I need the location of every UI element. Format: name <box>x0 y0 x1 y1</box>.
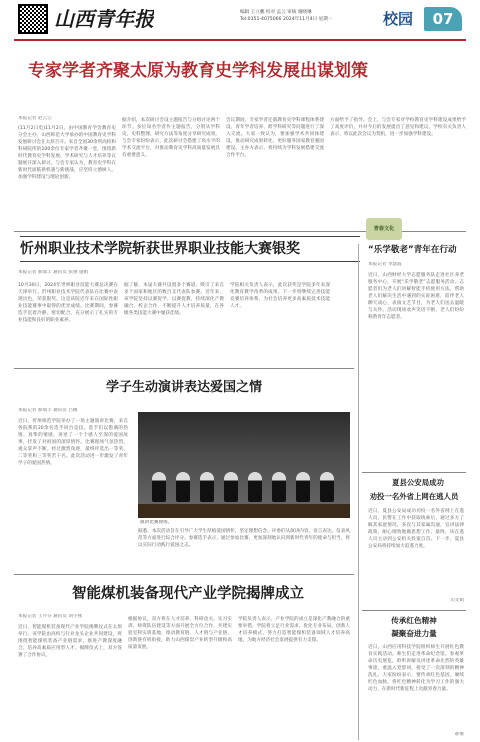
side-column-rule <box>358 244 359 740</box>
side3-headline-line1: 传承红色精神 <box>391 616 437 625</box>
article1-col3: 会议期间，专家学者还就教育史学科课程体系建设、青年学者培养、跨学科研究等问题进行了深入交流。大家一致认为，要加强学术共同体建设，推动研究成果转化，更好服务国家教育强国建设。主办方表示，将持续为学科发展搭建交流合作平台。 <box>226 118 324 158</box>
speech-contest-photo <box>138 412 350 518</box>
page-number: 07 <box>424 7 462 31</box>
article3-col2: 据悉，本次活动旨在引导广大学生厚植爱国情怀，坚定理想信念。评委们从演讲内容、语言表达、仪表风范等方面进行综合评分。参赛选手表示，通过参加比赛，更加深刻地认识到新时代青年的使命与担当，将以实际行动践行爱国之志。 <box>138 529 350 548</box>
article2-headline: 忻州职业技术学院斩获世界职业技能大赛银奖 <box>20 236 360 262</box>
speaker-figure <box>296 472 310 502</box>
side2-body: 近日，夏县公安局成功劝投一名外省网上在逃人员。民警在工作中获取线索后，通过多方了解其家庭情况，多次与其家属沟通，宣讲法律政策，耐心细致地做思想工作。最终，该在逃人员主动到公安机关投案自首。下一步，夏县公安局将持续加大追逃力度。 <box>368 509 464 549</box>
article1-col2: 据介绍，本次研讨会设主题报告与分组讨论两个环节。多位知名学者作主题报告，分别从学科史、史料整理、研究方法等角度分享研究成果。与会专家纷纷表示，此次研讨会搭建了高水平的学术交流平台，对推动教育史学科高质量发展具有重要意义。 <box>122 118 220 158</box>
side3-body: 近日，山西应用科技学院组织师生开展红色教育实践活动。师生们走进革命纪念馆，参观革命历史展览，聆听讲解员讲述革命先烈的英雄事迹，重温入党誓词，接受了一次深刻的精神洗礼。大家纷纷表示，要传承红色基因，赓续红色血脉，将红色精神转化为学习工作的强大动力，在新时代新征程上贡献青春力量。 <box>368 645 464 692</box>
article2-col2: 据了解，本届大赛共设置多个赛道，吸引了来自多个国家和地区的数百支代表队参赛。近年来，该学院坚持以赛促学、以赛促教，持续深化产教融合、校企合作，不断提升人才培养质量，在各级各类技能大赛中屡获佳绩。 <box>124 283 224 316</box>
article4-headline: 智能煤机装备现代产业学院揭牌成立 <box>72 586 304 602</box>
photo-caption: 演讲比赛现场。 <box>140 520 173 525</box>
speaker-figure <box>320 472 334 502</box>
article1-headline: 专家学者齐聚太原为教育史学科发展出谋划策 <box>28 61 368 81</box>
qr-code <box>18 4 48 34</box>
side2-headline-line1: 夏县公安局成功 <box>392 478 444 487</box>
speaker-figure <box>224 472 238 502</box>
article3-col1: 近日，忻州师范学院举办了一场主题演讲比赛，来自各院系的20余名选手同台竞技。选手们以饱满的热情、真挚的情感，讲述了一个个感人至深的爱国故事，抒发了对祖国的深厚情怀。比赛现场气氛热烈，观众掌声不断。经过激烈角逐，最终评选出一等奖、二等奖和三等奖若干名。此次活动进一步激发了青年学子的爱国热情。 <box>18 419 128 466</box>
speaker-figure <box>248 472 262 502</box>
side1-body: 近日，山西财经大学志愿服务队走进社区养老服务中心，开展“乐学敬老”志愿服务活动。志愿者们为老人们讲解智能手机使用方法，帮助老人们解决生活中遇到的实际困难，陪伴老人聊天谈心，表演文艺节目，为老人们送去温暖与关怀。活动现场欢声笑语不断，老人们纷纷称赞青年志愿者。 <box>368 273 464 320</box>
date-line: Tel:0351-4075066 2024年11月4日 星期一 <box>240 17 333 22</box>
article3-divider <box>14 574 354 575</box>
article1-byline: 本报记者 赵云云 <box>18 116 52 121</box>
article4-byline: 本报记者 王芹芬 通讯员 刘小燕 <box>18 614 83 619</box>
culture-badge: 青春文化 <box>366 218 402 240</box>
speaker-figure <box>176 472 190 502</box>
newspaper-logo: 山西青年报 <box>54 7 154 31</box>
side2-divider <box>362 610 466 611</box>
section-title: 校园 <box>382 10 413 28</box>
side1-byline: 本报记者 李瑟霞 <box>368 262 402 267</box>
speaker-figure <box>152 472 166 502</box>
masthead-rule <box>14 39 466 41</box>
side1-divider <box>362 472 466 473</box>
article4-col1: 近日，智能煤机装备现代产业学院揭牌仪式在太原举行。该学院由高校与行业龙头企业共同建设，将围绕智能煤机装备产业链需求，推进产教深度融合，培养高素质应用型人才。揭牌仪式上，双方签署了合作协议。 <box>18 625 122 658</box>
stage-floor <box>138 504 350 518</box>
side1-headline: “乐学敬老”青年在行动 <box>368 245 457 255</box>
sidebar-top-text: 方面给予了指导。会上，与会专家对学校教育史学科建设成果给予了高度评价，并对今后的发展提出了意见和建议。学校有关负责人表示，将以此次会议为契机，进一步加强学科建设。 <box>330 118 466 137</box>
side3-headline-line2: 凝聚奋进力量 <box>391 629 437 638</box>
article4-col3: 学院负责人表示，产业学院的成立是深化产教融合的重要举措，学院将立足行业需求，优化专业布局，创新人才培养模式，努力打造智能煤机装备领域人才培养高地，为地方经济社会发展提供有力支撑。 <box>238 617 350 643</box>
article2-col3: 学院相关负责人表示，此次获奖是学院多年来深化教育教学改革的成果，下一步将继续完善技能竞赛培养体系，为社会培养更多高素质技术技能人才。 <box>230 283 330 309</box>
article3-byline: 本报记者 郝瑞丰 通讯员 吕佩 <box>18 408 78 413</box>
side2-author: 司文娟 <box>450 598 464 603</box>
side2-headline-line2: 劝投一名外省上网在逃人员 <box>369 492 459 501</box>
article2-divider <box>14 368 354 369</box>
side3-author: 郝俊 <box>454 732 464 737</box>
speaker-figure <box>272 472 286 502</box>
editor-line: 编辑 王立鹏 校对 孟云 审核 谢晓琳 <box>240 10 312 15</box>
article2-col1: 10月30日，2024年世界职业技能大赛总决赛在天津举行。忻州职业技术学院代表队在比赛中表现出色，荣获银奖。这是该院近年来在国际性职业技能赛事中取得的优异成绩。比赛期间，参赛选手沉着冷静、密切配合，充分展示了扎实的专业技能和良好的职业素养。 <box>18 283 118 323</box>
article2-byline: 本报记者 郝瑞丰 通讯员 张翔 施娟 <box>18 270 89 275</box>
masthead-meta <box>240 9 376 23</box>
article4-col2: 根据协议，双方将在人才培养、科研攻关、实习实训、师资队伍建设等方面开展全方位合作，共建实验室和实训基地，推动教育链、人才链与产业链、创新链有机衔接，助力山西煤炭产业转型升级和高质量发展。 <box>128 617 232 650</box>
article3-headline: 学子生动演讲表达爱国之情 <box>105 380 262 395</box>
article1-col1: (11月2日电)11月2日，由中国教育学会教育史分会主办、山西师范大学承办的中国教育史学科发展研讨会在太原召开。来自全国30余所高校和科研院所的100余位专家学者齐聚一堂，围绕新时代教育史学科发展、学术研究与人才培养等议题展开深入研讨。与会专家认为，教育史学科在新时代面临新机遇与新挑战，应坚持立德树人，加强学科建设与理论创新。 <box>18 126 116 180</box>
speaker-figure <box>200 472 214 502</box>
